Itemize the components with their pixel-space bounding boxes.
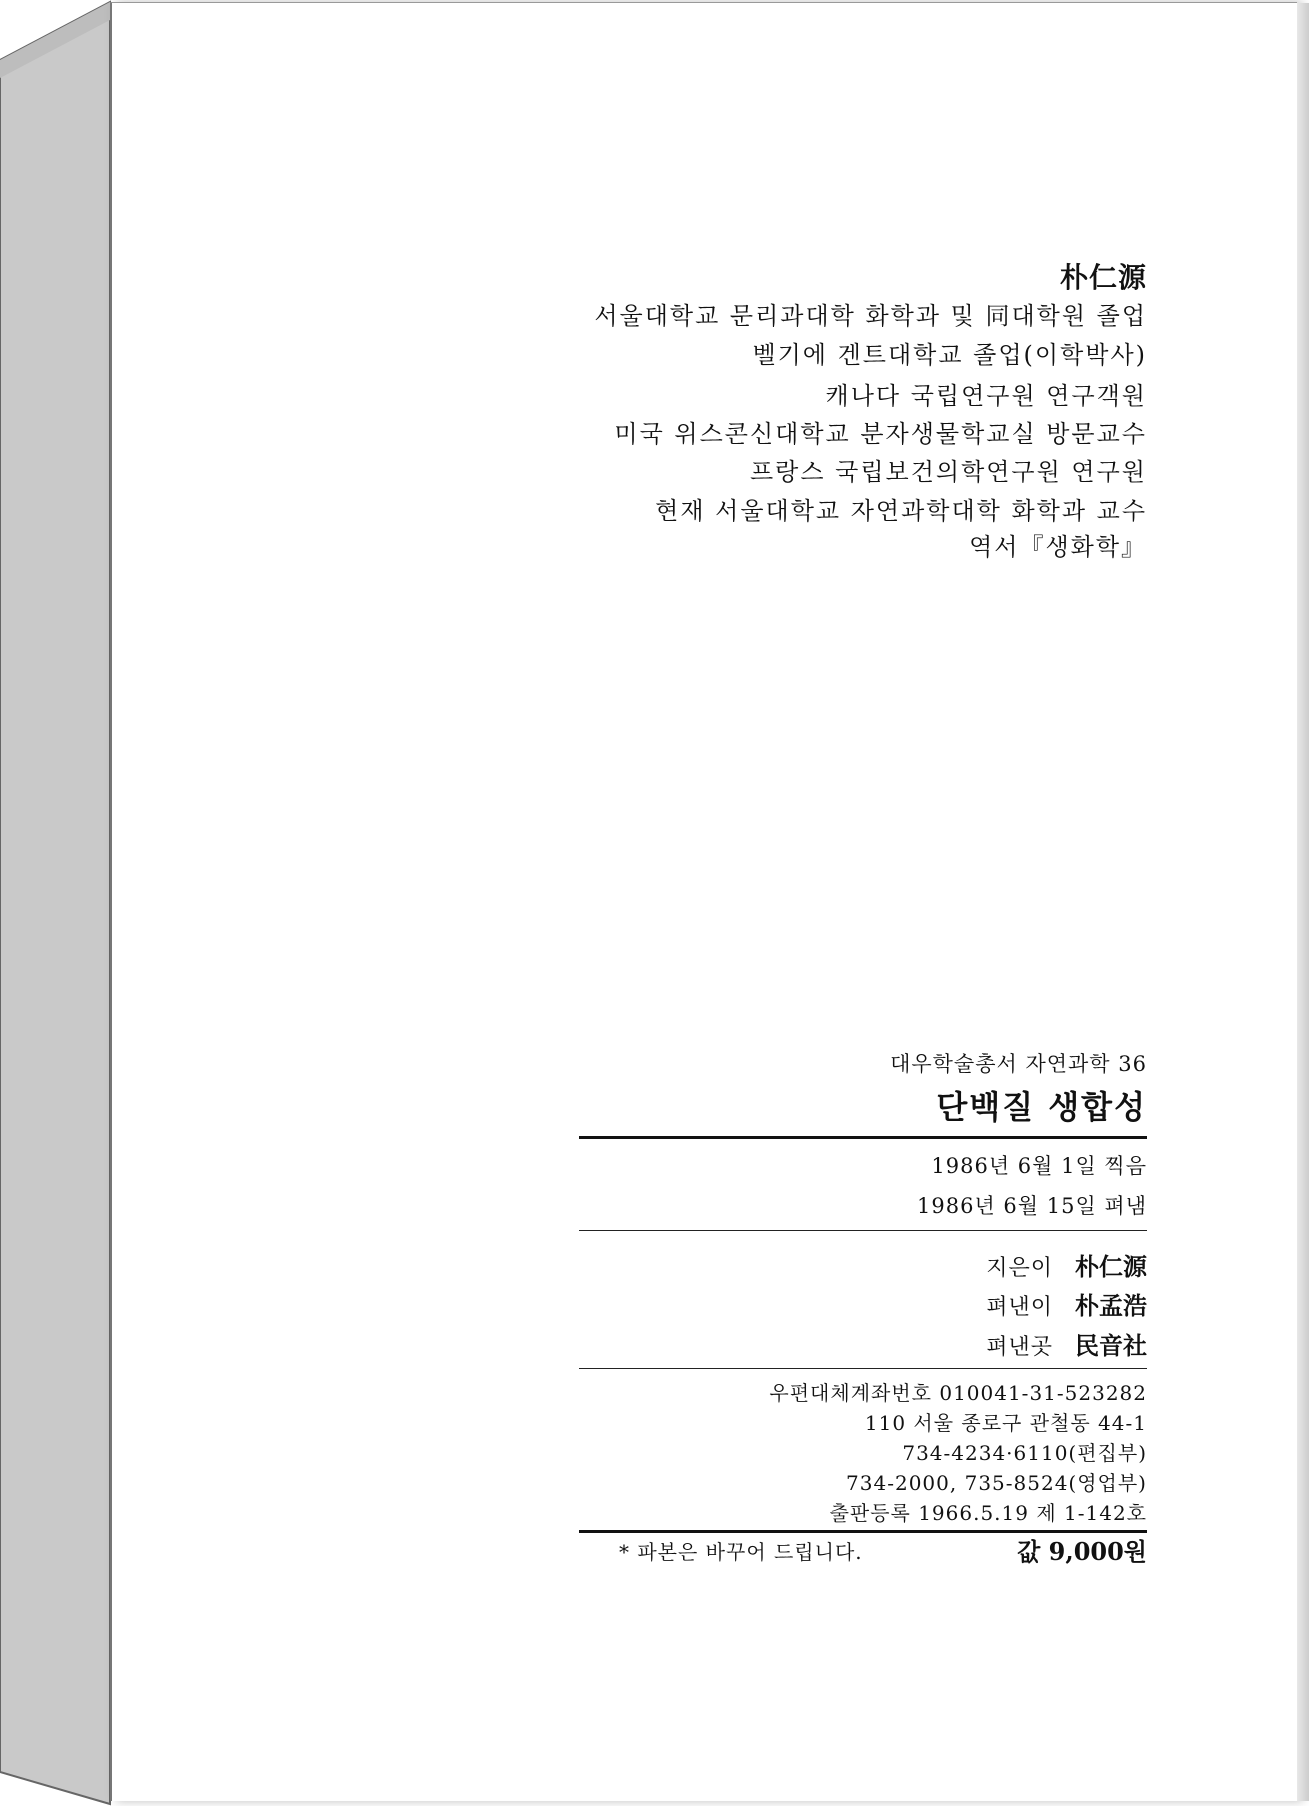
publisher-address: 110 서울 종로구 관철동 44-1 — [864, 1411, 1147, 1435]
publisher-phone-sales: 734-2000, 735-8524(영업부) — [846, 1471, 1147, 1495]
credit-label: 펴낸곳 — [986, 1335, 1053, 1360]
bio-line: 프랑스 국립보건의학연구원 연구원 — [749, 458, 1147, 486]
credit-press — [986, 1326, 1147, 1361]
registration: 출판등록 1966.5.19 제 1-142호 — [829, 1501, 1147, 1525]
publisher-account: 우편대체계좌번호 010041-31-523282 — [769, 1381, 1147, 1405]
bio-line: 미국 위스콘신대학교 분자생물학교실 방문교수 — [614, 420, 1147, 448]
author-name: 朴仁源 — [1059, 261, 1147, 294]
series-name: 대우학술총서 자연과학 36 — [890, 1052, 1147, 1076]
print-date: 1986년 6월 1일 찍음 — [931, 1154, 1147, 1178]
book-title: 단백질 생합성 — [936, 1088, 1147, 1126]
credit-value: 民音社 — [1075, 1331, 1147, 1360]
bio-line: 서울대학교 문리과대학 화학과 및 同대학원 졸업 — [594, 302, 1147, 330]
publish-date: 1986년 6월 15일 펴냄 — [917, 1194, 1147, 1218]
bio-line: 벨기에 겐트대학교 졸업(이학박사) — [752, 341, 1147, 369]
divider — [579, 1136, 1147, 1139]
defect-notice: * 파본은 바꾸어 드립니다. — [619, 1540, 863, 1564]
price: 값 9,000원 — [1017, 1537, 1147, 1566]
credit-publisher — [986, 1286, 1147, 1321]
credit-value: 朴孟浩 — [1075, 1291, 1147, 1320]
credit-label: 펴낸이 — [986, 1295, 1053, 1320]
credit-author — [986, 1247, 1147, 1282]
bio-line: 역서『생화학』 — [969, 533, 1147, 561]
bio-line: 캐나다 국립연구원 연구객원 — [825, 382, 1147, 410]
divider — [579, 1230, 1147, 1231]
divider — [579, 1368, 1147, 1369]
credit-label: 지은이 — [986, 1256, 1053, 1281]
bio-line: 현재 서울대학교 자연과학대학 화학과 교수 — [655, 497, 1147, 525]
credit-value: 朴仁源 — [1075, 1252, 1147, 1281]
publisher-phone-editorial: 734-4234·6110(편집부) — [902, 1441, 1147, 1465]
